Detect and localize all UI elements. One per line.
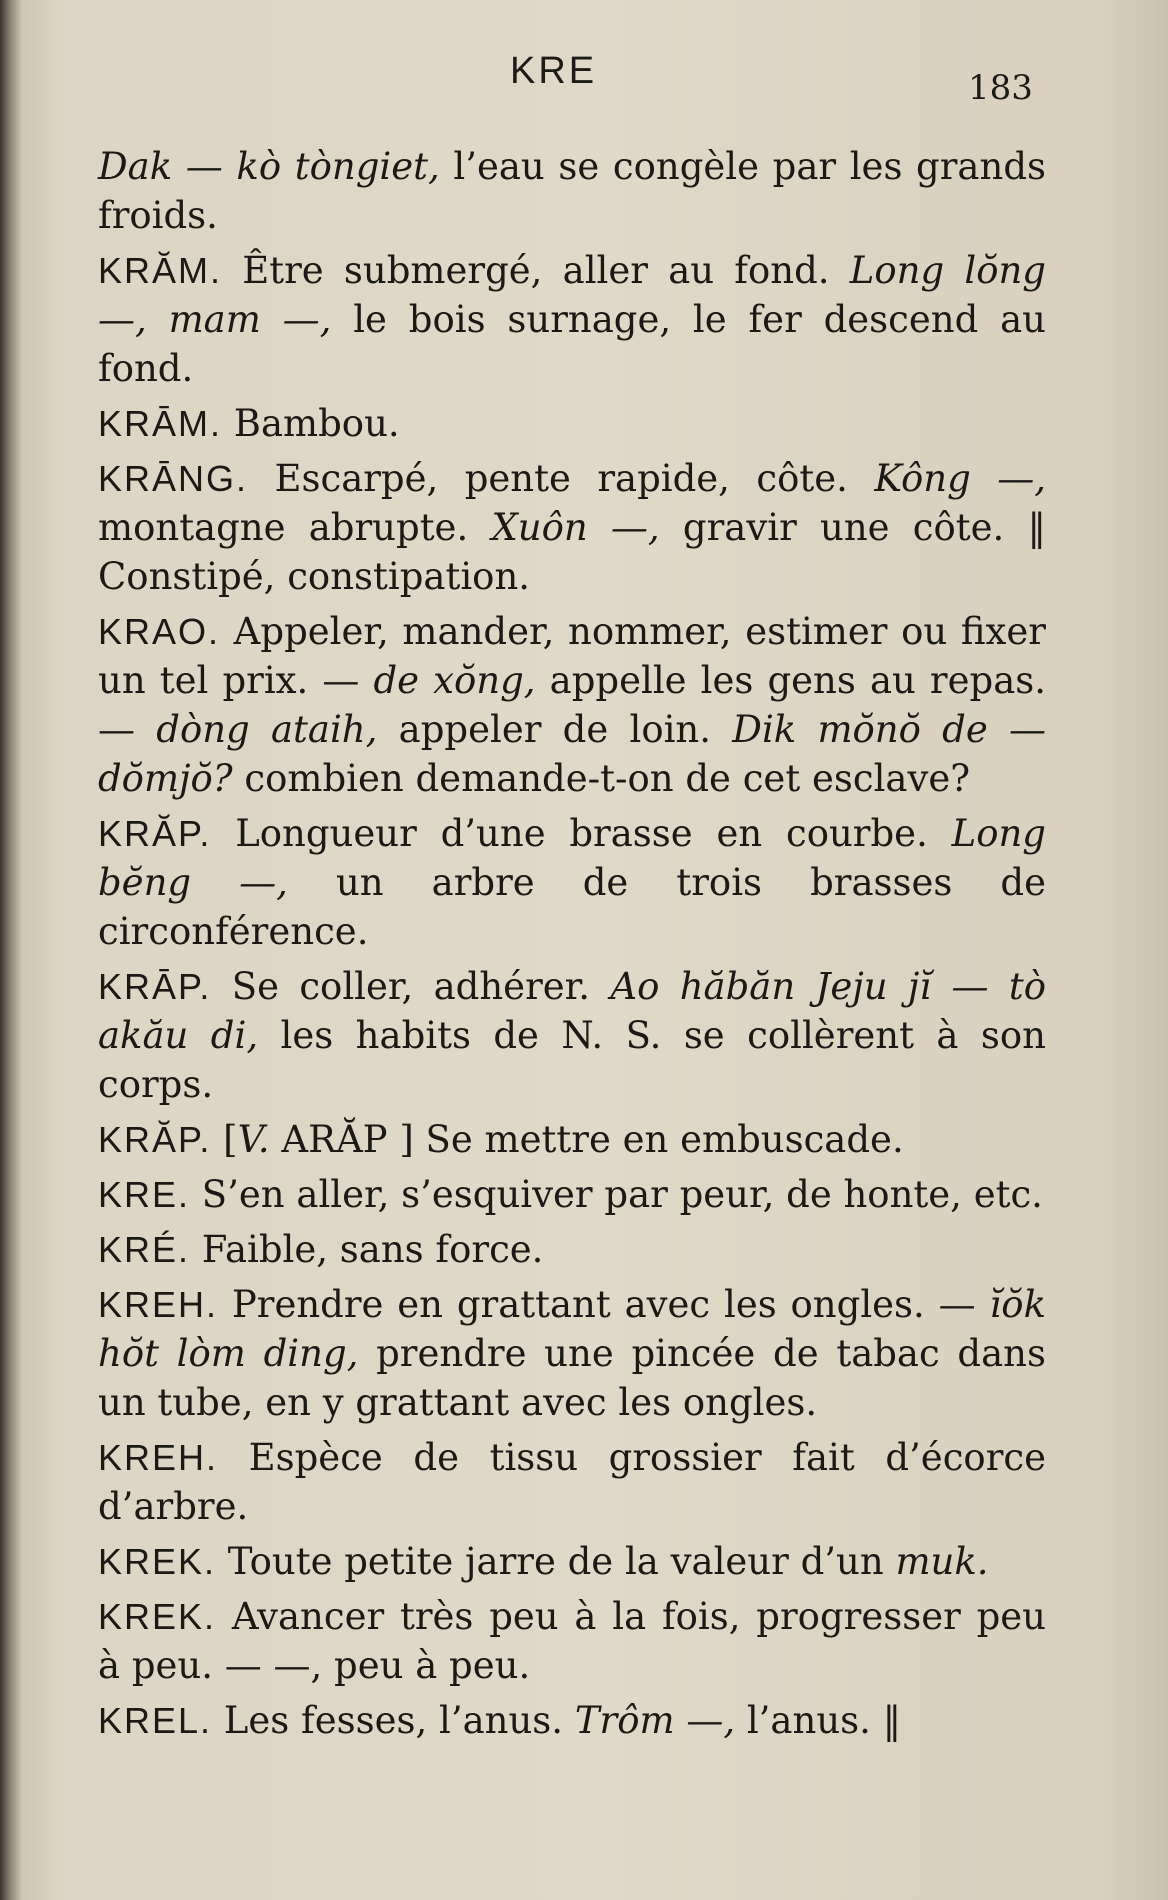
entry-headword: KRĀP. — [98, 966, 212, 1007]
entry-definition-text: Être submergé, aller au fond. — [222, 249, 850, 292]
entry-definition-text: Avancer très peu à la fois, progresser peu à peu. — —, peu à peu. — [98, 1595, 1046, 1687]
dictionary-entry — [98, 1696, 1046, 1745]
dictionary-entry — [98, 1115, 1046, 1164]
entry-definition-text: prendre une pincée de tabac dans un tube, en y grattant avec les ongles. — [98, 1332, 1046, 1424]
entry-example-italic: ĭŏk hŏt lòm ding, — [98, 1283, 1046, 1375]
entry-headword: KREH. — [98, 1437, 219, 1478]
entry-definition-text: Se coller, adhérer. — [211, 965, 611, 1008]
dictionary-entry — [98, 454, 1046, 601]
entry-headword: KREK. — [98, 1596, 217, 1637]
entry-headword: KRĀNG. — [98, 458, 249, 499]
entry-definition-text: [ — [211, 1118, 238, 1161]
entry-definition-text: l’eau se congèle par les grands froids. — [98, 145, 1046, 237]
page-number: 183 — [968, 68, 1033, 108]
entry-example-italic: Long bĕng —, — [98, 812, 1046, 904]
dictionary-entry — [98, 607, 1046, 803]
dictionary-entry — [98, 246, 1046, 393]
entry-headword: KRĀM. — [98, 403, 223, 444]
entry-headword: KREH. — [98, 1284, 219, 1325]
entry-definition-text: Faible, sans force. — [190, 1228, 544, 1271]
entry-definition-text: Espèce de tissu grossier fait d’écorce d’arbre. — [98, 1436, 1046, 1528]
dictionary-entry — [98, 962, 1046, 1109]
dictionary-entries — [98, 142, 1046, 1751]
entry-example-italic: muk. — [895, 1540, 989, 1583]
entry-headword: KRE. — [98, 1174, 191, 1215]
entry-example-italic: Dik mŏnŏ de — dŏmjŏ? — [98, 708, 1047, 800]
dictionary-entry — [98, 809, 1046, 956]
entry-headword: KREL. — [98, 1700, 213, 1741]
entry-definition-text: Toute petite jarre de la valeur d’un — [216, 1540, 896, 1583]
entry-headword: KRĂP. — [98, 1119, 212, 1160]
entry-continuation — [98, 142, 1046, 240]
entry-definition-text: un arbre de trois brasses de circonférence. — [98, 861, 1046, 953]
entry-definition-text: les habits de N. S. se collèrent à son corps. — [98, 1014, 1046, 1106]
entry-headword: KRÉ. — [98, 1229, 191, 1270]
entry-definition-text: appelle les gens au repas. — — [98, 659, 1046, 751]
dictionary-entry — [98, 399, 1046, 448]
entry-example-italic: V. — [237, 1118, 270, 1161]
entry-definition-text: montagne abrupte. — [98, 506, 492, 549]
running-head: KRE — [510, 50, 598, 92]
dictionary-entry — [98, 1280, 1046, 1427]
entry-definition-text: combien demande-t-on de cet esclave? — [232, 757, 971, 800]
entry-definition-text: Les fesses, l’anus. — [212, 1699, 575, 1742]
entry-definition-text: Bambou. — [222, 402, 400, 445]
entry-example-italic: Trôm —, — [574, 1699, 736, 1742]
entry-definition-text: l’anus. ‖ — [735, 1699, 902, 1742]
entry-example-italic: Xuôn —, — [491, 506, 660, 549]
entry-example-italic: dòng ataih, — [156, 708, 378, 751]
entry-example-italic: Long lŏng —, mam —, — [98, 249, 1046, 341]
entry-definition-text: Appeler, mander, nommer, estimer ou fixer un tel prix. — — [98, 610, 1046, 702]
dictionary-entry — [98, 1537, 1046, 1586]
dictionary-entry — [98, 1170, 1046, 1219]
dictionary-entry — [98, 1592, 1046, 1690]
entry-headword: KREK. — [98, 1541, 217, 1582]
entry-definition-text: gravir une côte. ‖ Constipé, constipation. — [98, 506, 1046, 598]
entry-definition-text: Longueur d’une brasse en courbe. — [211, 812, 952, 855]
entry-example-italic: Kông —, — [874, 457, 1046, 500]
entry-definition-text: ARĂP ] Se mettre en embuscade. — [269, 1118, 904, 1161]
dictionary-entry — [98, 1433, 1046, 1531]
entry-example-italic: de xŏng, — [373, 659, 536, 702]
entry-definition-text: Prendre en grattant avec les ongles. — — [218, 1283, 990, 1326]
entry-example-italic: Dak — kò tòngiet, — [98, 145, 440, 188]
page-header — [0, 50, 1168, 110]
entry-headword: KRAO. — [98, 611, 221, 652]
entry-definition-text: S’en aller, s’esquiver par peur, de honte, etc. — [190, 1173, 1043, 1216]
entry-definition-text: le bois surnage, le fer descend au fond. — [98, 298, 1046, 390]
dictionary-entry — [98, 1225, 1046, 1274]
entry-headword: KRĂM. — [98, 250, 223, 291]
entry-definition-text: Escarpé, pente rapide, côte. — [248, 457, 875, 500]
entry-headword: KRĂP. — [98, 813, 212, 854]
entry-definition-text: appeler de loin. — [377, 708, 733, 751]
entry-example-italic: Ao hăbăn Jeju jĭ — tò akău di, — [98, 965, 1047, 1057]
